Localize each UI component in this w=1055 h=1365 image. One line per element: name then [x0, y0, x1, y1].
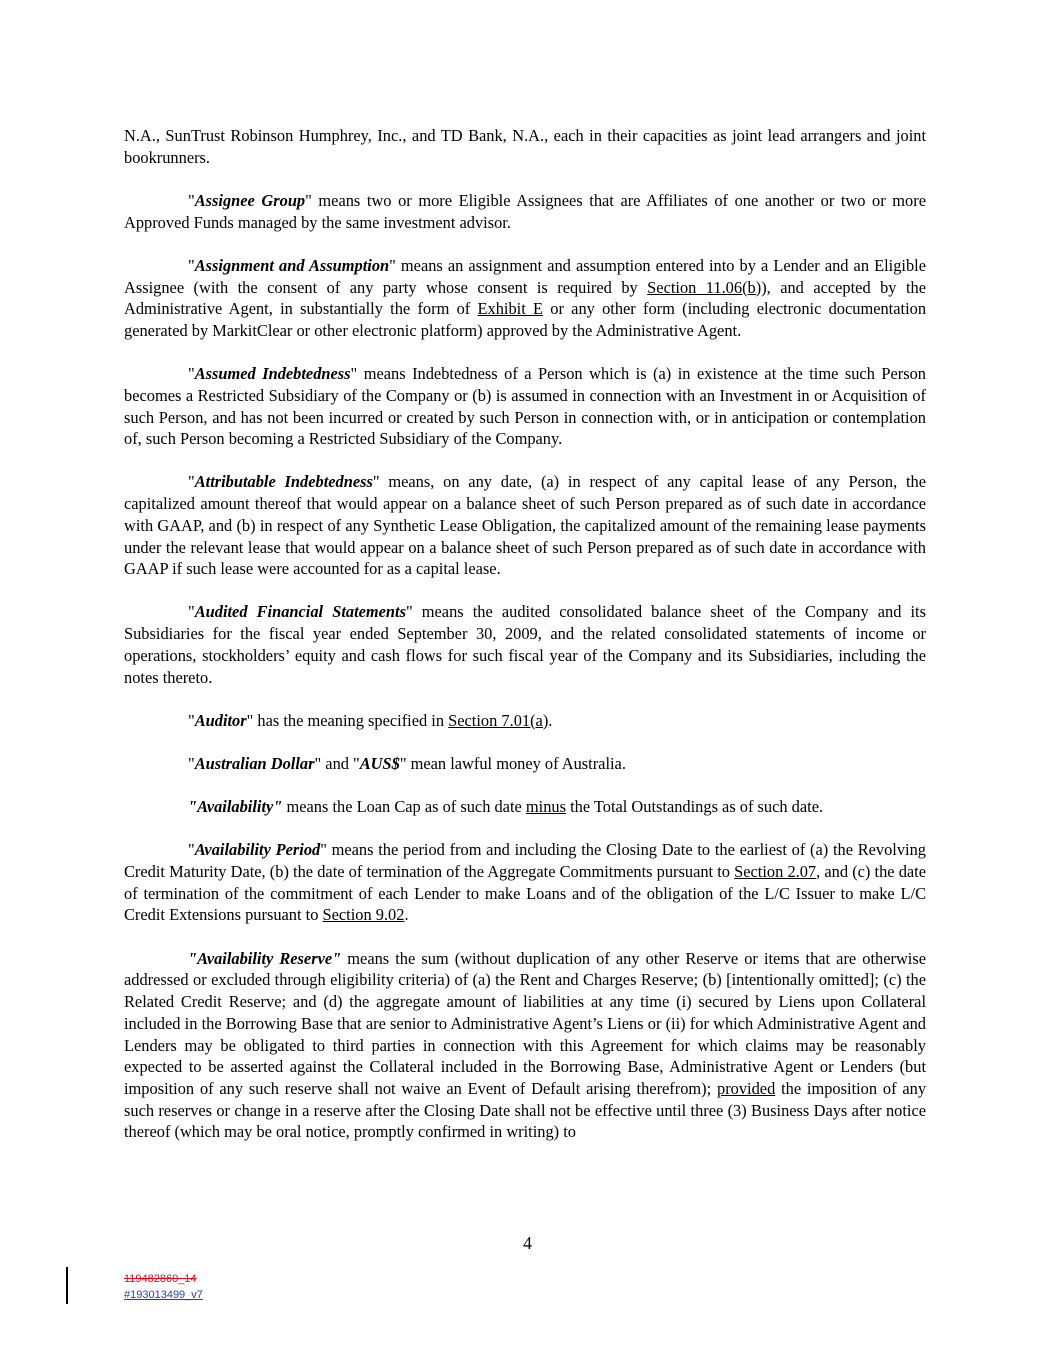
definition-availability-reserve: "Availability Reserve" means the sum (without duplication of any other Reserve or items that are otherwise addressed or excluded through eligibility criteria) of (a) the Rent and Charges Reserve; (b) [intentionally omitted]; (c) the Related Credit Reserve; and (d) the aggregate amount of liabilities at any time (i) secured by Liens upon Collateral included in the Borrowing Base that are senior to Administrative Agent’s Liens or (ii) for which Administrative Agent and Lenders may be obligated to third parties in connection with this Agreement for which claims may be reasonably expected to be asserted against the Collateral included in the Borrowing Base, Administrative Agent or Lenders (but imposition of any such reserve shall not waive an Event of Default arising therefrom); provided the imposition of any such reserves or change in a reserve after the Closing Date shall not be effective until three (3) Business Days after notice thereof (which may be oral notice, promptly confirmed in writing) to [124, 948, 927, 1142]
defined-term: "Availability" [188, 797, 283, 817]
section-reference: Section 2.07 [734, 862, 817, 882]
underlined-word: provided [717, 1078, 776, 1098]
defined-term: AUS$ [359, 753, 400, 773]
definition-attributable-indebtedness: "Attributable Indebtedness" means, on any date, (a) in respect of any capital lease of any Person, the capitalized amount thereof that would appear on a balance sheet of such Person prepared as of such date in accordance with GAAP, and (b) in respect of any Synthetic Lease Obligation, the capitalized amount of the remaining lease payments under the relevant lease that would appear on a balance sheet of such Person prepared as of such date in accordance with GAAP if such lease were accounted for as a capital lease. [124, 472, 926, 579]
revision-bar [66, 1267, 68, 1304]
exhibit-reference: Exhibit E [477, 299, 544, 319]
definition-australian-dollar: "Australian Dollar" and "AUS$" mean lawful money of Australia. [188, 753, 626, 773]
definition-availability-period: "Availability Period" means the period from and including the Closing Date to the earliest of (a) the Revolving Credit Maturity Date, (b) the date of termination of the Aggregate Commitments pursuant to Section 2.07, and (c) the date of termination of the commitment of each Lender to make Loans and of the obligation of the L/C Issuer to make L/C Credit Extensions pursuant to Section 9.02. [124, 840, 926, 925]
section-reference: Section 7.01(a) [448, 710, 549, 730]
definition-availability: "Availability" means the Loan Cap as of such date minus the Total Outstandings as of such date. [188, 797, 824, 817]
definition-auditor: "Auditor" has the meaning specified in Section 7.01(a). [188, 710, 553, 730]
defined-term: Assignee Group [194, 190, 306, 210]
document-id-footer [124, 1271, 203, 1303]
deleted-doc-id: 119482860_14 [124, 1273, 197, 1285]
section-reference: Section 11.06(b) [647, 277, 762, 297]
definition-assignment-and-assumption: "Assignment and Assumption" means an assignment and assumption entered into by a Lender and an Eligible Assignee (with the consent of any party whose consent is required by Section 11.06(b)), and accepted by the Administrative Agent, in substantially the form of Exhibit E or any other form (including electronic documentation generated by MarkitClear or other electronic platform) approved by the Administrative Agent. [124, 255, 927, 340]
defined-term: Assumed Indebtedness [194, 364, 351, 384]
definition-assumed-indebtedness: "Assumed Indebtedness" means Indebtedness of a Person which is (a) in existence at the time such Person becomes a Restricted Subsidiary of the Company or (b) is assumed in connection with an Investment in or Acquisition of such Person, and has not been incurred or created by such Person in connection with, or in anticipation or contemplation of, such Person becoming a Restricted Subsidiary of the Company. [124, 364, 926, 449]
defined-term: Audited Financial Statements [194, 602, 406, 622]
defined-term: Availability Period [194, 840, 321, 860]
document-body [124, 125, 926, 1143]
defined-term: "Availability Reserve" [188, 948, 342, 968]
paragraph-continuation: N.A., SunTrust Robinson Humphrey, Inc., and TD Bank, N.A., each in their capacities as joint lead arrangers and joint bookrunners. [124, 126, 926, 167]
page-number: 4 [523, 1233, 532, 1253]
underlined-word: minus [525, 797, 566, 817]
defined-term: Assignment and Assumption [194, 255, 390, 275]
definition-audited-financial-statements: "Audited Financial Statements" means the audited consolidated balance sheet of the Company and its Subsidiaries for the fiscal year ended September 30, 2009, and the related consolidated statements of income or operations, stockholders’ equity and cash flows for such fiscal year of the Company and its Subsidiaries, including the notes thereto. [124, 602, 926, 687]
defined-term: Auditor [194, 710, 247, 730]
inserted-doc-id: #193013499_v7 [124, 1289, 203, 1301]
definition-assignee-group: "Assignee Group" means two or more Eligible Assignees that are Affiliates of one another or two or more Approved Funds managed by the same investment advisor. [124, 190, 926, 232]
defined-term: Australian Dollar [194, 753, 315, 773]
defined-term: Attributable Indebtedness [194, 472, 373, 492]
section-reference: Section 9.02 [322, 905, 405, 925]
